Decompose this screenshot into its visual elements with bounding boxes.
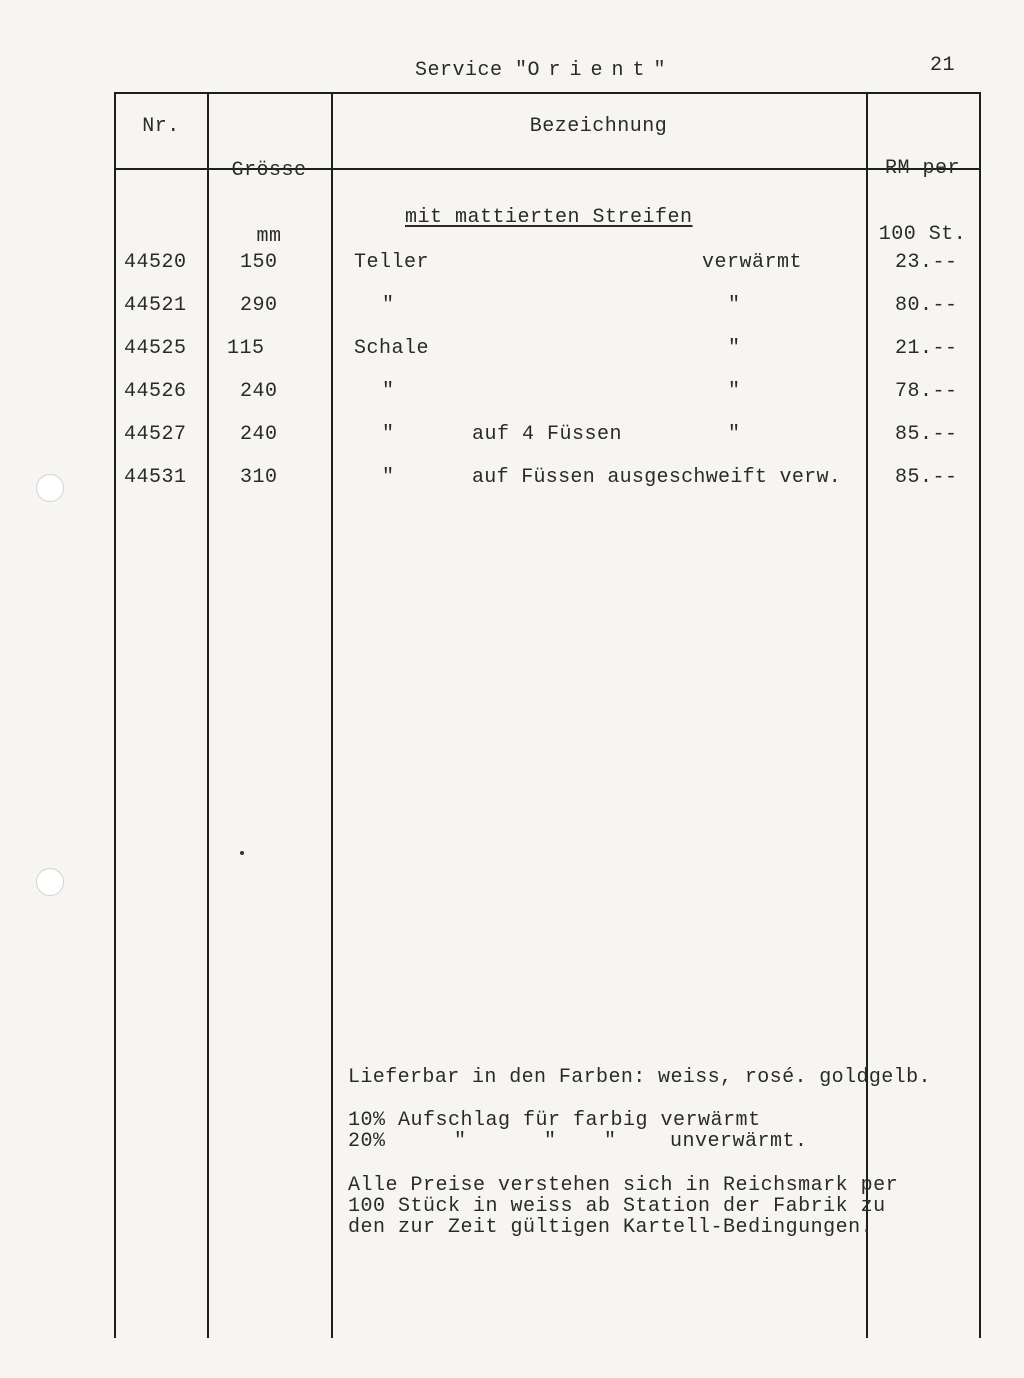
row-nr: 44526 [124,380,187,403]
header-designation: Bezeichnung [529,115,668,138]
row-item: " [382,423,395,446]
row-nr: 44527 [124,423,187,446]
row-detail: auf 4 Füssen [472,423,623,446]
row-nr: 44525 [124,337,187,360]
page-title: Service "Orient" [415,59,667,82]
note-terms-2: 100 Stück in weiss ab Station der Fabrik zu [348,1195,886,1218]
row-finish: " [728,423,741,446]
note-colors: Lieferbar in den Farben: weiss, rosé. goldgelb. [348,1066,931,1089]
row-price: 78.-- [895,380,958,403]
stray-mark [240,851,244,855]
row-item: Schale [354,337,430,360]
row-price: 80.-- [895,294,958,317]
row-price: 85.-- [895,466,958,489]
row-size: 240 [240,380,278,403]
page-number: 21 [930,54,956,77]
note-surcharge-1: 10% Aufschlag für farbig verwärmt [348,1109,761,1132]
row-price: 85.-- [895,423,958,446]
row-nr: 44531 [124,466,187,489]
binder-hole-top [36,474,64,502]
row-finish: " [728,294,741,317]
note-terms-1: Alle Preise verstehen sich in Reichsmark per [348,1174,899,1197]
row-finish: " [728,380,741,403]
row-size: 150 [240,251,278,274]
note-terms-3: den zur Zeit gültigen Kartell-Bedingungen. [348,1216,874,1239]
row-size: 310 [240,466,278,489]
binder-hole-bottom [36,868,64,896]
row-finish: verwärmt [702,251,803,274]
row-item: " [382,380,395,403]
row-detail: auf Füssen ausgeschweift verw. [472,466,842,489]
row-price: 21.-- [895,337,958,360]
row-nr: 44521 [124,294,187,317]
row-size: 240 [240,423,278,446]
section-title: mit mattierten Streifen [405,206,693,229]
col-border-right [979,92,981,1338]
row-item: " [382,466,395,489]
row-size: 115 [227,337,265,360]
row-size: 290 [240,294,278,317]
col-border-size [331,92,333,1338]
row-nr: 44520 [124,251,187,274]
row-finish: " [728,337,741,360]
header-size: Grösse mm [231,159,307,248]
header-nr: Nr. [142,115,180,138]
table-top-border [114,92,980,94]
document-page: Service "Orient" 21 Nr. Grösse mm Bezeichnung RM per 100 St. mit mattierten Streifen 44520 150 Teller verwärmt 23.-- 44521 290 " " 80.-- 44525 115 Schale " 21.-- 44526 240 " " 78.-- 44527 240 " auf 4 Füssen " 85.-- 44531 310 " auf Füssen ausgeschweift verw. 85.-- Lieferbar in den Farben: weiss, rosé. goldgelb. 10% Aufschlag für farbig verwärmt 20% " " " unverwärmt. Alle Preise verstehen sich in Reichsmark per 100 Stück in weiss ab Station der Fabrik zu den zur Zeit gültigen Kartell-Bedingungen. [0,0,1024,1378]
header-price: RM per 100 St. [878,157,967,246]
row-item: " [382,294,395,317]
row-price: 23.-- [895,251,958,274]
col-border-left [114,92,116,1338]
row-item: Teller [354,251,430,274]
